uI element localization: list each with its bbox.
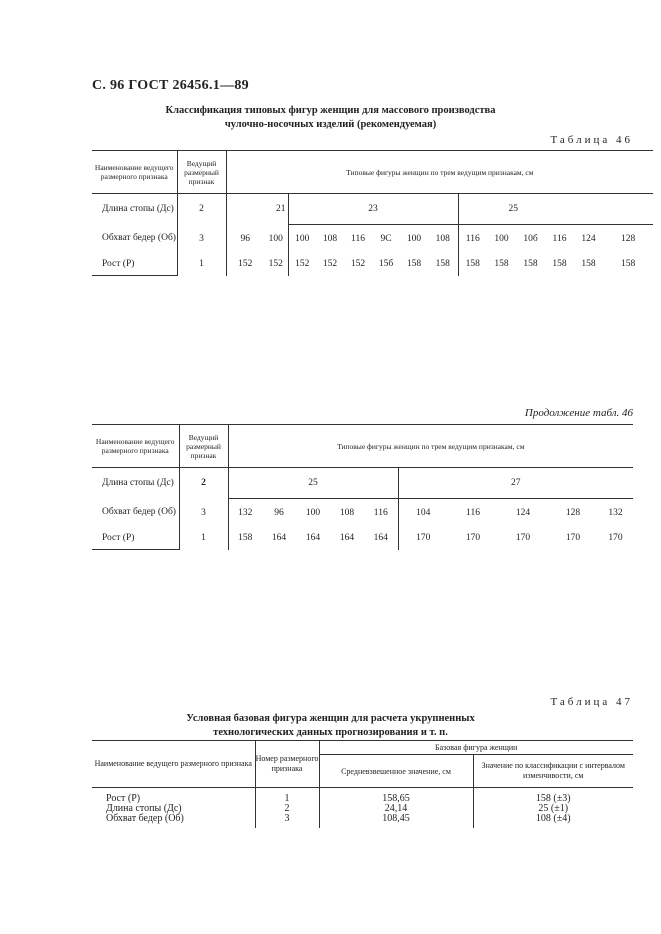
t47-row-num: 3	[255, 814, 319, 828]
table47	[92, 740, 633, 828]
table-row	[92, 788, 633, 805]
t46c-foot-group: 25	[228, 468, 398, 499]
t46c-cell: 116	[466, 508, 480, 518]
t46c-cell: 124	[515, 508, 531, 518]
table46	[92, 150, 653, 276]
table-row	[92, 499, 633, 528]
t46-foot-group: 25	[458, 194, 653, 225]
t46-cell: 158	[620, 259, 636, 270]
t46-cell: 9С	[380, 234, 392, 244]
t47-row-name: Длина стопы (Дс)	[106, 803, 182, 814]
t47-row-mean: 24,14	[319, 804, 473, 814]
t46-cell: 100	[295, 234, 310, 244]
table46-cont	[92, 424, 633, 550]
t46c-col-lead: Ведущий размерный признак	[179, 425, 228, 468]
t46-cell: 108	[428, 225, 458, 254]
table-row	[92, 194, 653, 225]
t46-cell: 116	[351, 234, 365, 244]
t46c-row-name: Длина стопы (Дс)	[92, 468, 179, 499]
t47-row-class: 25 (±1)	[538, 803, 569, 814]
table47-title	[0, 712, 661, 740]
t46c-cell: 96	[274, 508, 284, 518]
table-row	[92, 527, 633, 550]
t47-row-num: 2	[255, 804, 319, 814]
t47-row-class: 108 (±4)	[535, 813, 571, 824]
t46-col-types: Типовые фигуры женщин по трем ведущим признакам, см	[226, 151, 653, 194]
t46-cell: 100	[264, 225, 288, 254]
t47-col-num: Номер размерного признака	[255, 741, 319, 788]
t46-row-name: Длина стопы (Дс)	[92, 194, 177, 225]
t46-cell: 96	[226, 225, 264, 254]
t46-cell: 124	[581, 234, 596, 244]
t46-cell: 158	[581, 259, 596, 270]
table-row	[92, 253, 653, 276]
t46-row-lead: 3	[177, 225, 226, 254]
table46-title	[0, 104, 661, 132]
table-row	[92, 814, 633, 828]
t46-cell: 158	[552, 259, 567, 270]
t46c-cell: 164	[305, 533, 321, 544]
t46c-cell: 100	[305, 508, 321, 518]
table46-title-line1: Классификация типовых фигур женщин для массового производства	[165, 105, 496, 116]
t46-cell: 108	[322, 234, 338, 244]
t46-cell: 152	[322, 259, 338, 270]
t46-cell: 116	[465, 234, 480, 244]
t47-row-class: 158 (±3)	[535, 793, 571, 804]
t46c-row-name: Рост (Р)	[92, 527, 179, 550]
t47-col-class: Значение по классификации с интервалом изменчивости, см	[473, 755, 633, 788]
t46c-cell: 164	[271, 533, 287, 544]
t46-cell: 152	[295, 259, 310, 270]
t46-cell: 152	[226, 253, 264, 276]
t46c-cell: 170	[565, 533, 581, 544]
t46c-cell: 170	[416, 533, 431, 544]
t46c-cell: 108	[339, 508, 355, 518]
t46-cell: 158	[494, 259, 509, 270]
t46-cell: 158	[523, 259, 538, 270]
t46-cell: 158	[428, 253, 458, 276]
t46-cell: 158	[465, 259, 480, 270]
t46c-row-lead: 1	[179, 527, 228, 550]
t46c-col-types: Типовые фигуры женщин по трем ведущим признакам, см	[228, 425, 633, 468]
t46-cell: 100	[406, 234, 422, 244]
t46-cell: 158	[406, 259, 422, 270]
t46-cell: 152	[350, 259, 366, 270]
t46-col-name: Наименование ведущего размерного признака	[92, 151, 177, 194]
t47-col-mean: Средневзвешенное значение, см	[319, 755, 473, 788]
t46c-cell: 116	[364, 499, 398, 528]
t46-foot-group: 23	[288, 194, 458, 225]
t46-cell: 15б	[378, 259, 394, 270]
t46c-row-lead: 2	[179, 468, 228, 499]
t46c-cell: 170	[465, 533, 481, 544]
t46c-cell: 132	[608, 508, 623, 518]
t47-row-name: Рост (Р)	[106, 793, 141, 804]
t46c-row-name: Обхват бедер (Об)	[92, 499, 179, 528]
table47-title-line1: Условная базовая фигура женщин для расчета укрупненных	[186, 713, 475, 724]
t46-col-lead: Ведущий размерный признак	[177, 151, 226, 194]
t46-row-lead: 2	[177, 194, 226, 225]
t47-row-num: 1	[255, 788, 319, 805]
table-row	[92, 225, 653, 254]
t46c-cell: 132	[228, 499, 262, 528]
t46c-col-name: Наименование ведущего размерного признака	[92, 425, 179, 468]
t46-cell: 116	[552, 234, 567, 244]
t46c-row-lead: 3	[179, 499, 228, 528]
t47-row-mean: 158,65	[319, 788, 473, 805]
t46c-cell: 170	[608, 533, 623, 544]
t46c-cell: 164	[364, 527, 398, 550]
t47-col-name: Наименование ведущего размерного признака	[92, 741, 255, 788]
table-row	[92, 468, 633, 499]
t46-row-lead: 1	[177, 253, 226, 276]
table47-title-line2: технологических данных прогнозирования и т. п.	[213, 727, 448, 738]
table46-title-line2: чулочно-носочных изделий (рекомендуемая)	[224, 119, 437, 130]
t46c-cell: 128	[565, 508, 581, 518]
table46-label: Таблица 46	[550, 134, 633, 146]
t46c-foot-group: 27	[398, 468, 633, 499]
t47-row-mean: 108,45	[319, 814, 473, 828]
t46c-cell: 164	[339, 533, 355, 544]
t46c-cell: 170	[515, 533, 531, 544]
t46-cell: 10б	[523, 234, 538, 244]
t47-row-name: Обхват бедер (Об)	[106, 813, 184, 824]
t46-row-name: Рост (Р)	[92, 253, 177, 276]
t46-foot-group: 21	[226, 194, 288, 225]
t46-cell: 128	[620, 234, 636, 244]
table47-label: Таблица 47	[550, 696, 633, 708]
t46c-cell: 104	[416, 508, 431, 518]
t46c-cell: 158	[228, 527, 262, 550]
t46-row-name: Обхват бедер (Об)	[92, 225, 177, 254]
t47-col-base: Базовая фигура женщин	[319, 741, 633, 755]
page-header: С. 96 ГОСТ 26456.1—89	[92, 78, 249, 93]
t46-cell: 152	[264, 253, 288, 276]
table46-cont-label: Продолжение табл. 46	[524, 407, 633, 419]
t46-cell: 100	[494, 234, 509, 244]
